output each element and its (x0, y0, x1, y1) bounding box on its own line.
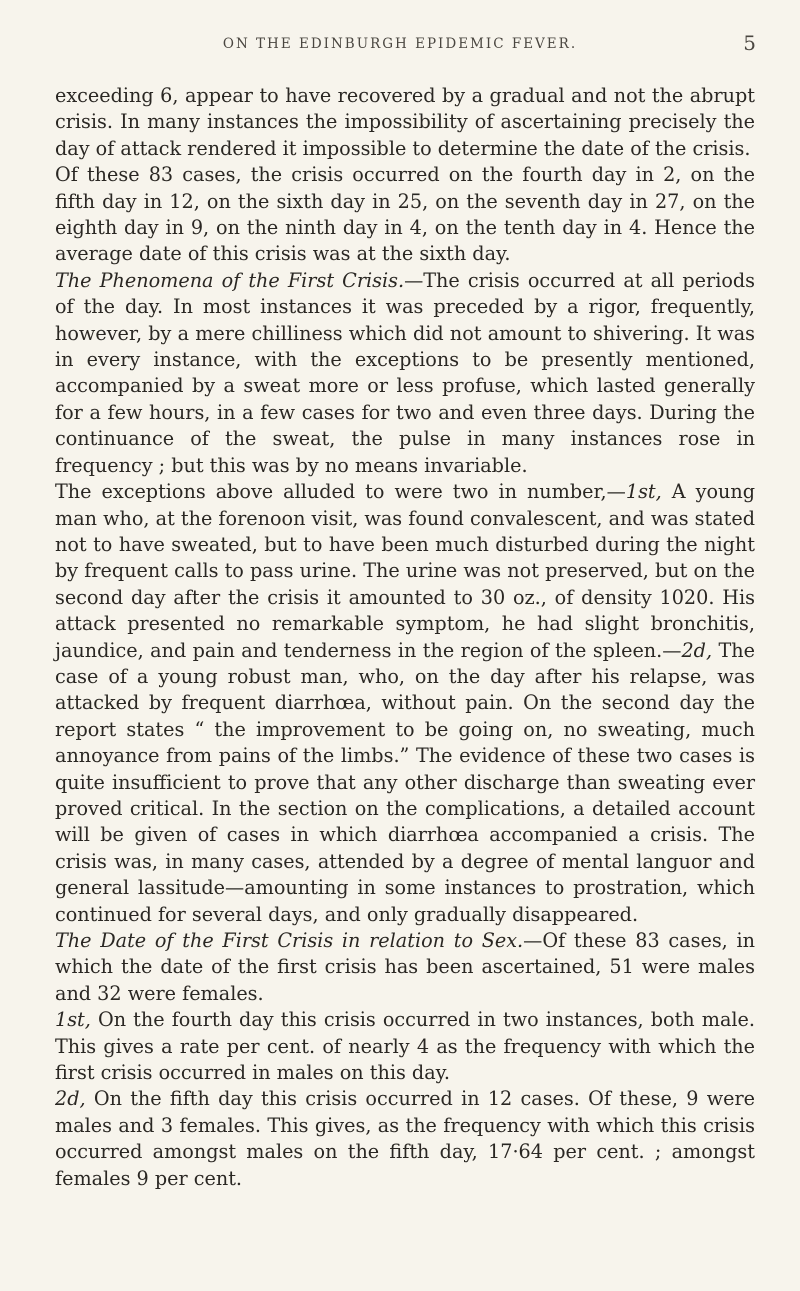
ordinal-second: 2d, (681, 638, 713, 662)
paragraph-5-text: —Of these 83 cases, in which the date of the first crisis has been ascertained, 51 were males and 32 were females. (55, 929, 755, 1005)
running-title: ON THE EDINBURGH EPIDEMIC FEVER. (222, 36, 578, 52)
section-heading-date-sex: The Date of the First Crisis in relation to Sex. (55, 929, 524, 952)
section-heading-phenomena: The Phenomena of the First Crisis. (55, 268, 405, 292)
body-text (55, 83, 755, 1192)
paragraph-1: exceeding 6, appear to have recovered by a gradual and not the abrupt crisis. In many instances the impossibility of ascertaining precisely the day of attack rendered it impossible to determine the date of the crisis. (55, 84, 755, 160)
paragraph-4-intro: The exceptions above alluded to were two in number,— (55, 480, 626, 504)
paragraph-3-text: —The crisis occurred at all periods of the day. In most instances it was preceded by a rigor, frequently, however, by a mere chilliness which did not amount to shivering. It was in every instance, with the exceptions to be presently mentioned, accompanied by a sweat more or less profuse, which lasted generally for a few hours, in a few cases for two and even three days. During the continuance of the sweat, the pulse in many instances rose in frequency ; but this was by no means invariable. (55, 268, 756, 477)
paragraph-5 (55, 928, 755, 1007)
paragraph-4-case-1: A young man who, at the forenoon visit, was found convalescent, and was stated not to have sweated, but to have been much disturbed during the night by frequent calls to pass urine. The urine was not preserved, but on the second day after the crisis it amounted to 30 oz., of density 1020. His attack presented no remarkable symptom, he had slight bronchitis, jaundice, and pain and tenderness in the region of the spleen.— (55, 480, 755, 662)
paragraph-2: Of these 83 cases, the crisis occurred on the fourth day in 2, on the fifth day in 12, on the sixth day in 25, on the seventh day in 27, on the eighth day in 9, on the ninth day in 4, on the tenth day in 4. Hence the average date of this crisis was at the sixth day. (55, 163, 755, 266)
page-number: 5 (743, 31, 756, 55)
paragraph-4 (55, 479, 755, 928)
ordinal-first: 1st, (625, 480, 662, 504)
paragraph-4-case-2: The case of a young robust man, who, on the day after his relapse, was attacked by frequent diarrhœa, without pain. On the second day the report states “ the improvement to be going on, no sweating, much annoyance from pains of the limbs.” The evidence of these two cases is quite insufficient to prove that any other discharge than sweating ever proved critical. In the section on the complications, a detailed account will be given of cases in which diarrhœa accompanied a crisis. The crisis was, in many cases, attended by a degree of mental languor and general lassitude—amounting in some instances to prostration, which continued for several days, and only gradually disappeared. (55, 638, 755, 926)
ordinal-second-item: 2d, (55, 1087, 86, 1111)
ordinal-first-item: 1st, (55, 1008, 91, 1032)
paragraph-6-text: On the fourth day this crisis occurred in two instances, both male. This gives a rate per cent. of nearly 4 as the frequency with which the first crisis occurred in males on this day. (55, 1008, 755, 1085)
paragraph-3 (55, 268, 755, 479)
paragraph-7 (55, 1086, 755, 1192)
paragraph-6 (55, 1007, 755, 1086)
paragraph-7-text: On the fifth day this crisis occurred in 12 cases. Of these, 9 were males and 3 females. This gives, as the frequency with which this crisis occurred amongst males on the fifth day, 17·64 per cent. ; amongst females 9 per cent. (55, 1087, 755, 1190)
